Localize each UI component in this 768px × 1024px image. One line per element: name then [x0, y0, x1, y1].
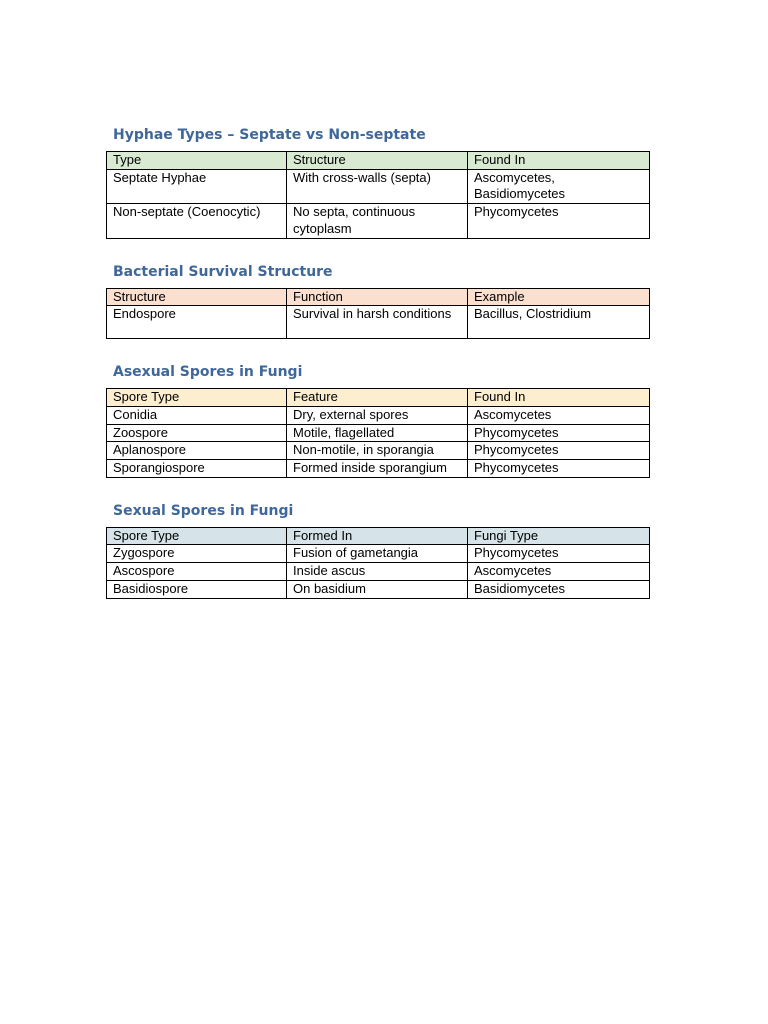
table-row: [107, 204, 650, 238]
table-cell: Septate Hyphae: [107, 169, 287, 203]
table-row: [107, 424, 650, 442]
table-cell: With cross-walls (septa): [287, 169, 468, 203]
table-cell: Phycomycetes: [468, 424, 650, 442]
document-page: [106, 126, 649, 599]
table-cell: Bacillus, Clostridium: [468, 306, 650, 339]
table-cell: Motile, flagellated: [287, 424, 468, 442]
table-cell: Survival in harsh conditions: [287, 306, 468, 339]
table-row: [107, 460, 650, 478]
section-title: Asexual Spores in Fungi: [113, 364, 303, 381]
table-cell: Endospore: [107, 306, 287, 339]
table-cell: Ascomycetes, Basidiomycetes: [468, 169, 650, 203]
table-cell: Phycomycetes: [468, 545, 650, 563]
table-row: [107, 306, 650, 339]
table-cell: Zoospore: [107, 424, 287, 442]
table-row: [107, 406, 650, 424]
header-cell: Found In: [468, 152, 650, 170]
table-cell: Basidiomycetes: [468, 580, 650, 598]
table-cell: On basidium: [287, 580, 468, 598]
table-cell: Phycomycetes: [468, 460, 650, 478]
table-cell: Zygospore: [107, 545, 287, 563]
header-cell: Formed In: [287, 527, 468, 545]
section-sexual-spores: [106, 502, 649, 599]
table-cell: Ascomycetes: [468, 563, 650, 581]
table-header-row: [107, 152, 650, 170]
table-row: [107, 169, 650, 203]
table-row: [107, 563, 650, 581]
header-cell: Type: [107, 152, 287, 170]
header-cell: Structure: [107, 288, 287, 306]
header-cell: Spore Type: [107, 527, 287, 545]
table-header-row: [107, 527, 650, 545]
header-cell: Function: [287, 288, 468, 306]
section-hyphae-types: [106, 126, 649, 239]
section-bacterial-survival: [106, 263, 649, 340]
hyphae-types-table: [106, 151, 650, 239]
table-cell: Phycomycetes: [468, 204, 650, 238]
table-header-row: [107, 389, 650, 407]
table-cell: Aplanospore: [107, 442, 287, 460]
section-title: Sexual Spores in Fungi: [113, 502, 294, 519]
table-row: [107, 442, 650, 460]
asexual-spores-table: [106, 388, 650, 478]
table-cell: Sporangiospore: [107, 460, 287, 478]
table-cell: No septa, continuous cytoplasm: [287, 204, 468, 238]
section-title: Bacterial Survival Structure: [113, 263, 333, 280]
section-title: Hyphae Types – Septate vs Non-septate: [113, 127, 426, 143]
table-cell: Non-septate (Coenocytic): [107, 204, 287, 238]
header-cell: Feature: [287, 389, 468, 407]
table-cell: Non-motile, in sporangia: [287, 442, 468, 460]
table-cell: Basidiospore: [107, 580, 287, 598]
header-cell: Example: [468, 288, 650, 306]
sexual-spores-table: [106, 527, 650, 599]
header-cell: Fungi Type: [468, 527, 650, 545]
table-row: [107, 545, 650, 563]
table-header-row: [107, 288, 650, 306]
table-cell: Ascomycetes: [468, 406, 650, 424]
table-cell: Phycomycetes: [468, 442, 650, 460]
section-asexual-spores: [106, 363, 649, 478]
table-cell: Fusion of gametangia: [287, 545, 468, 563]
header-cell: Found In: [468, 389, 650, 407]
table-cell: Inside ascus: [287, 563, 468, 581]
table-cell: Conidia: [107, 406, 287, 424]
header-cell: Structure: [287, 152, 468, 170]
table-cell: Ascospore: [107, 563, 287, 581]
bacterial-survival-table: [106, 288, 650, 340]
table-cell: Formed inside sporangium: [287, 460, 468, 478]
header-cell: Spore Type: [107, 389, 287, 407]
table-cell: Dry, external spores: [287, 406, 468, 424]
table-row: [107, 580, 650, 598]
